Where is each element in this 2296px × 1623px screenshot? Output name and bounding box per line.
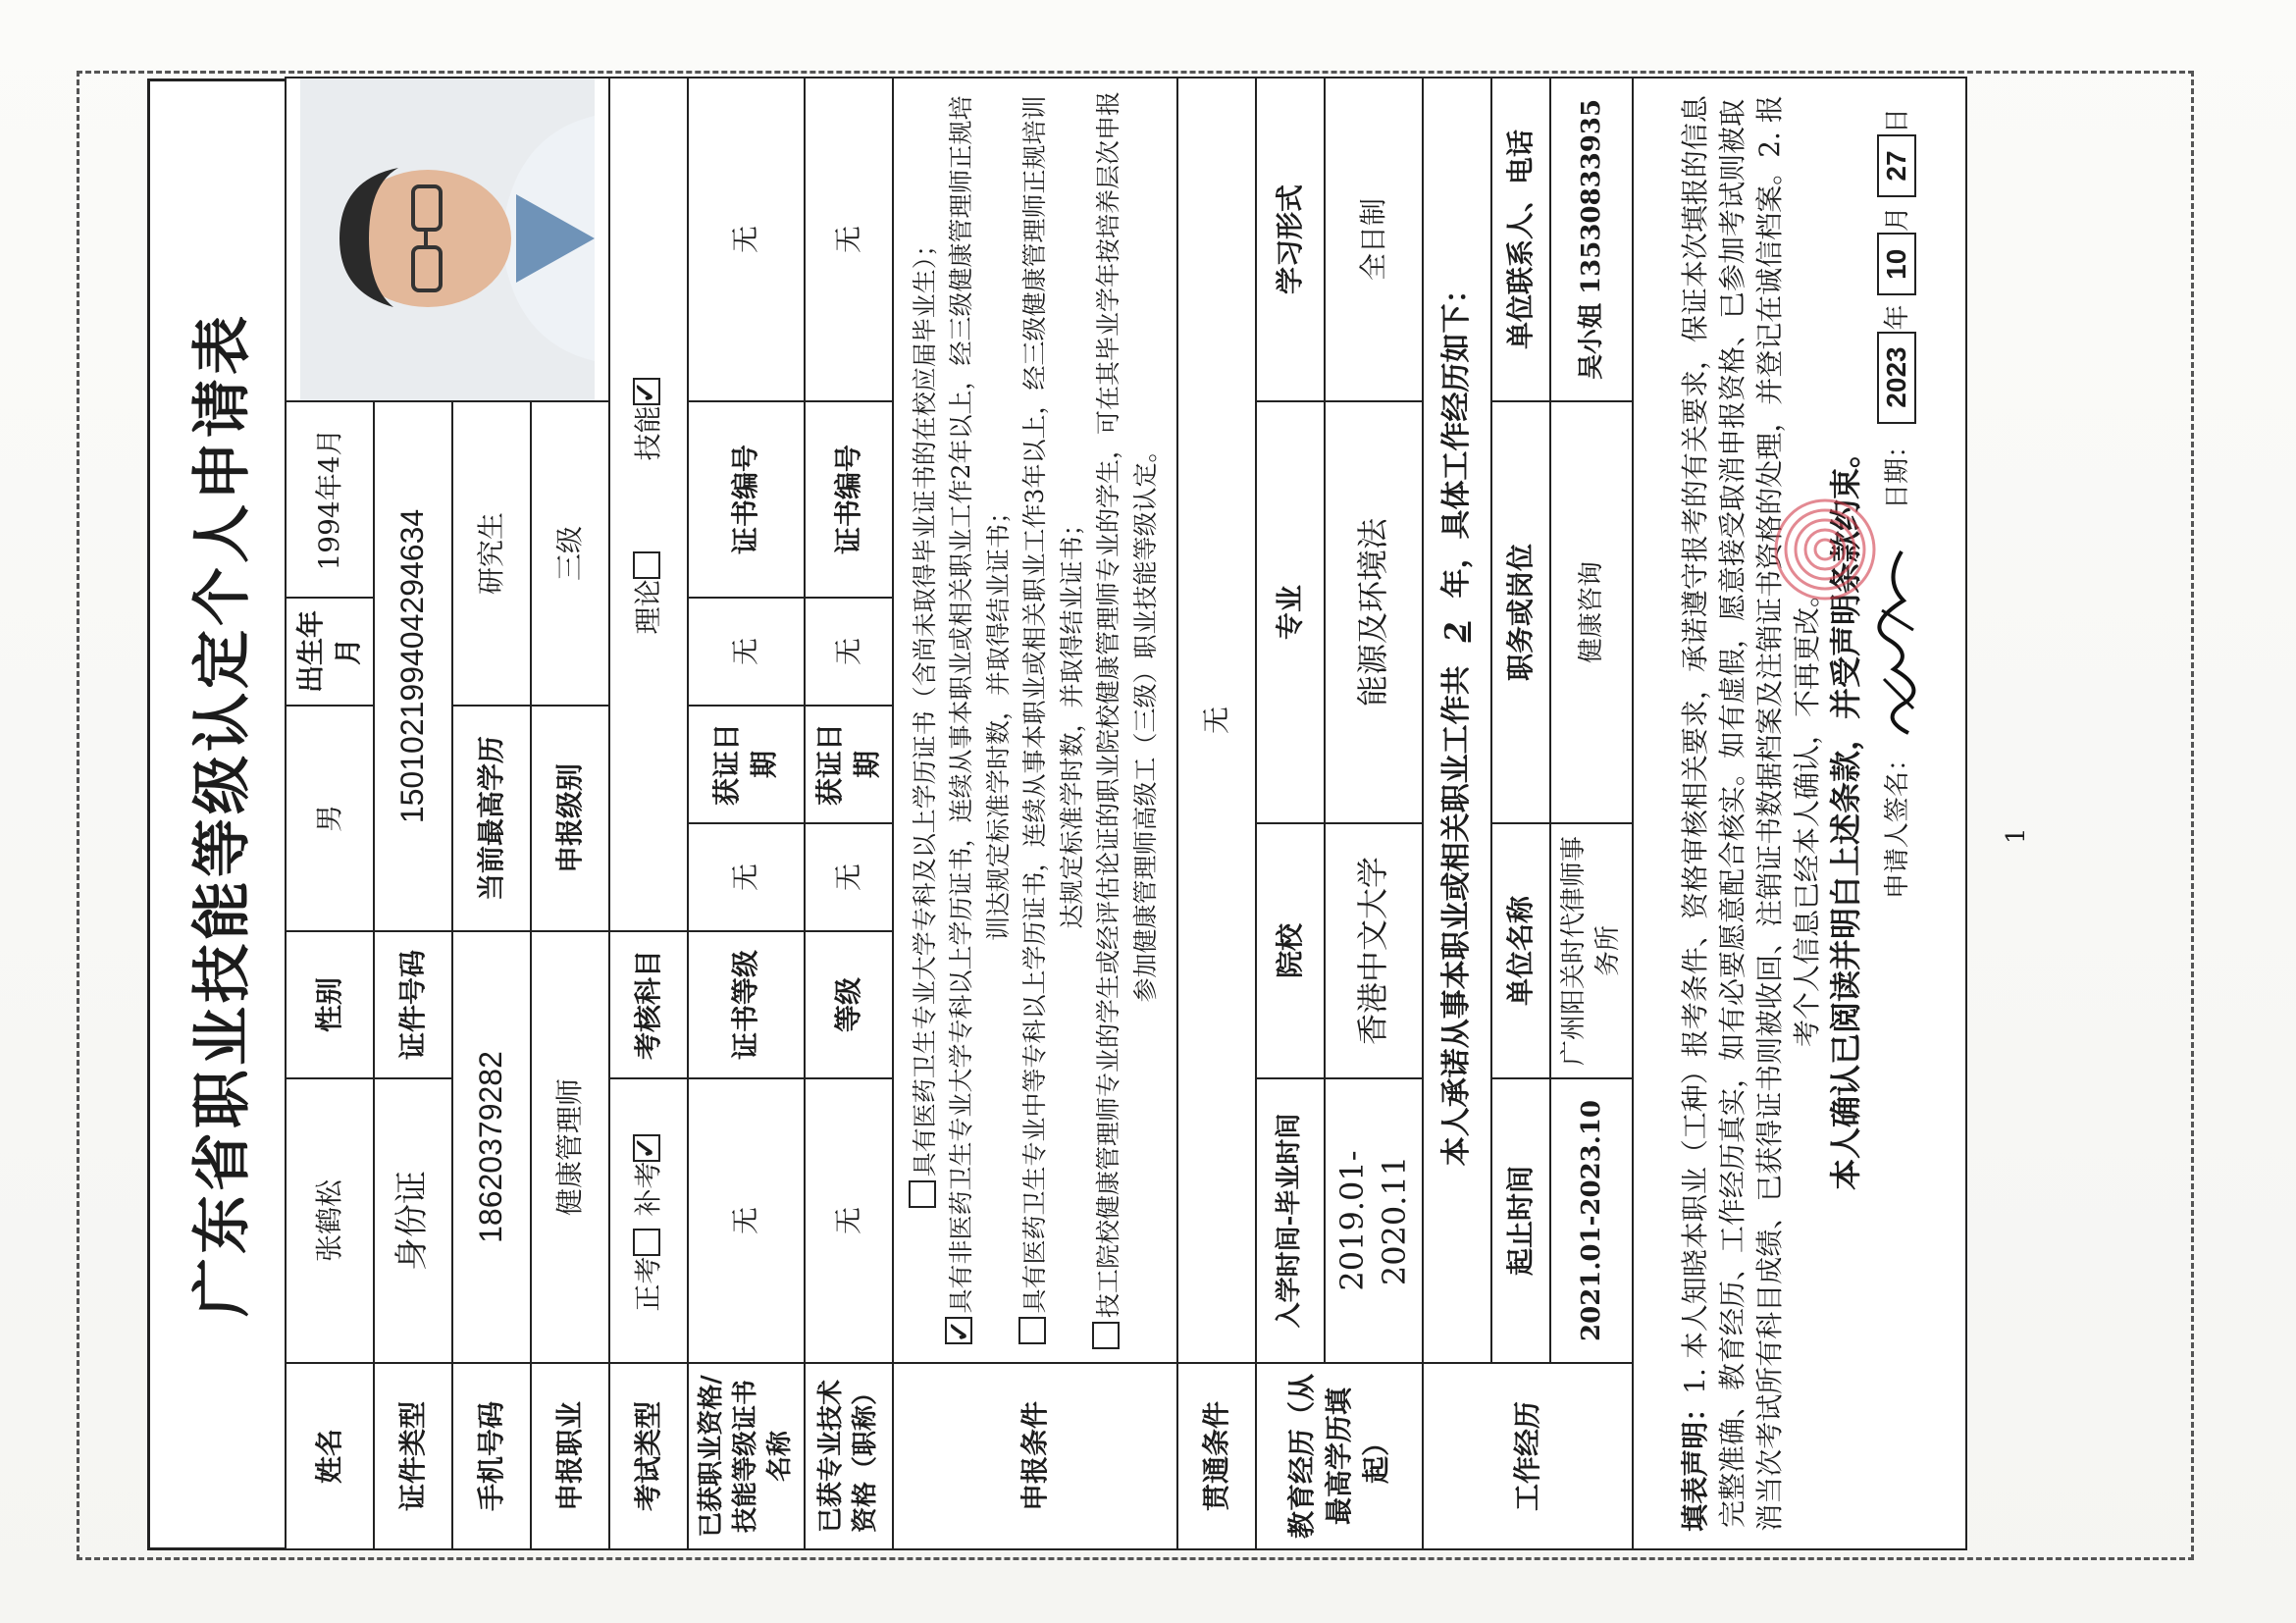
label-employer: 单位名称 — [1491, 823, 1550, 1078]
exam-new-checkbox[interactable] — [633, 1229, 660, 1256]
value-birth: 1994年4月 — [286, 401, 374, 598]
label-contact: 单位联系人、电话 — [1491, 78, 1550, 401]
label-name: 姓名 — [286, 1363, 374, 1549]
label-id-type: 证件类型 — [374, 1363, 452, 1549]
condition-2: ✓ 具有非医药卫生专业大学专科以上学历证书，连续从事本职业或相关职业工作2年以上，经三级健康管理师正规培训达规定标准学时数，并取得结业证书； — [943, 88, 1017, 1352]
exam-re-checkbox[interactable] — [633, 1134, 660, 1162]
condition-3: 具有医药卫生专业中等专科以上学历证书，连续从事本职业或相关职业工作3年以上，经三级健康管理师正规培训达规定标准学时数，并取得结业证书； — [1017, 88, 1090, 1352]
label-major: 专业 — [1256, 401, 1325, 823]
sign-label: 申请人签名： — [1882, 746, 1912, 900]
page-number: 1 — [2002, 827, 2031, 844]
date-label: 日期： — [1882, 432, 1912, 509]
label-position: 职务或岗位 — [1491, 401, 1550, 823]
value-id-type: 身份证 — [374, 1078, 452, 1363]
value-study-form: 全日制 — [1325, 78, 1423, 401]
value-gender: 男 — [286, 706, 374, 931]
label-cert-tech-date: 获证日期 — [805, 706, 893, 823]
label-id-no: 证件号码 — [374, 931, 452, 1078]
value-cert-job-no: 无 — [688, 78, 805, 401]
condition-1-checkbox[interactable] — [909, 1180, 936, 1208]
declaration-heading: 填表声明： — [1679, 1393, 1712, 1532]
label-cert-job-no: 证书编号 — [688, 401, 805, 598]
condition-1: 具有医药卫生专业大学专科及以上学历证书（含尚未取得毕业证书的在校应届毕业生）； — [907, 88, 944, 1352]
conditions-list — [893, 78, 1177, 1363]
subject-skill-checkbox[interactable] — [633, 378, 660, 405]
value-contact: 吴小姐 13530833935 — [1550, 78, 1633, 401]
value-school: 香港中文大学 — [1325, 823, 1423, 1078]
label-occupation: 申报职业 — [531, 1363, 609, 1549]
day-box: 27 — [1877, 134, 1916, 197]
value-bridge: 无 — [1177, 78, 1256, 1363]
value-cert-tech-date: 无 — [805, 598, 893, 706]
condition-4: 技工院校健康管理师专业的学生或经评估论证的职业院校健康管理师专业的学生，可在其毕业学年按培养层次申报参加健康管理师高级工（三级）职业技能等级认定。 — [1090, 88, 1164, 1352]
label-gender: 性别 — [286, 931, 374, 1078]
label-phone: 手机号码 — [452, 1363, 531, 1549]
exam-re-label: 补考 — [631, 1161, 664, 1217]
condition-4-checkbox[interactable] — [1092, 1322, 1120, 1349]
label-work-time: 起止时间 — [1491, 1078, 1550, 1363]
label-cert-job-date: 获证日期 — [688, 706, 805, 823]
value-level: 三级 — [531, 401, 609, 706]
subject-skill-label: 技能 — [631, 405, 664, 461]
value-employer: 广州阳关时代律师事务所 — [1550, 823, 1633, 1078]
label-study-form: 学习形式 — [1256, 78, 1325, 401]
label-education: 教育经历（从最高学历填起） — [1256, 1363, 1423, 1549]
declaration-confirm: 本人确认已阅读并明白上述条款，并受声明条款约束。 — [1827, 436, 1865, 1190]
value-edu-time: 2019.01-2020.11 — [1325, 1078, 1423, 1363]
label-edu-level: 当前最高学历 — [452, 706, 531, 931]
label-exam-type: 考试类型 — [609, 1363, 688, 1549]
declaration-body: 1. 本人知晓本职业（工种）报考条件、资格审核相关要求，承诺遵守报考的有关要求，保证本次填报的信息完整准确、教育经历、工作经历真实，如有必要愿意配合核实。如有虚假，愿意接受取消申报资格、已参加考试则被取消当次考试所有科目成绩、已获得证书则被收回、注销证书数据档案及注销证书资格的处理，并登记在诚信档案。2. 报考个人信息已经本人确认，不再更改。 — [1679, 95, 1823, 1532]
exam-type-options — [609, 1078, 688, 1363]
label-work: 工作经历 — [1423, 1363, 1633, 1549]
photo-cell — [286, 78, 609, 401]
subject-theory-label: 理论 — [631, 579, 664, 635]
value-cert-tech-grade: 无 — [805, 823, 893, 931]
subject-options — [609, 78, 688, 931]
value-cert-tech: 无 — [805, 1078, 893, 1363]
applicant-photo — [300, 79, 595, 400]
label-cert-job-grade: 证书等级 — [688, 931, 805, 1078]
label-cert-tech: 已获专业技术资格（职称） — [805, 1363, 893, 1549]
value-occupation: 健康管理师 — [531, 931, 609, 1363]
value-work-time: 2021.01-2023.10 — [1550, 1078, 1633, 1363]
year-box: 2023 — [1877, 332, 1916, 424]
label-cert-tech-grade: 等级 — [805, 931, 893, 1078]
label-level: 申报级别 — [531, 706, 609, 931]
label-edu-time: 入学时间-毕业时间 — [1256, 1078, 1325, 1363]
value-cert-job-date: 无 — [688, 598, 805, 706]
value-edu-level: 研究生 — [452, 401, 531, 706]
fingerprint-icon — [1766, 491, 1884, 608]
label-birth: 出生年月 — [286, 598, 374, 706]
value-name: 张鹤松 — [286, 1078, 374, 1363]
value-major: 能源及环境法 — [1325, 401, 1423, 823]
declaration-cell — [1633, 78, 1966, 1549]
rotated-form — [147, 79, 2119, 1550]
label-bridge: 贯通条件 — [1177, 1363, 1256, 1549]
label-cert-job: 已获职业资格/技能等级证书名称 — [688, 1363, 805, 1549]
form-title: 广东省职业技能等级认定个人申请表 — [147, 79, 285, 1550]
condition-3-checkbox[interactable] — [1018, 1317, 1046, 1344]
label-conditions: 申报条件 — [893, 1363, 1177, 1549]
month-box: 10 — [1877, 233, 1916, 295]
condition-2-checkbox[interactable] — [945, 1317, 972, 1344]
value-position: 健康咨询 — [1550, 401, 1633, 823]
work-intro: 本人承诺从事本职业或相关职业工作共2年，具体工作经历如下： — [1423, 78, 1491, 1363]
work-years: 2 — [1439, 621, 1474, 643]
signature-row: 申请人签名： 日期： 2023年 10月 27日 — [1874, 88, 1923, 1539]
label-subjects: 考核科目 — [609, 931, 688, 1078]
portrait-image — [300, 79, 595, 400]
value-cert-job-grade: 无 — [688, 823, 805, 931]
label-cert-tech-no: 证书编号 — [805, 401, 893, 598]
application-table — [285, 77, 1967, 1550]
value-phone: 18620379282 — [452, 931, 531, 1363]
value-id-no: 150102199404294634 — [374, 401, 452, 931]
value-cert-job: 无 — [688, 1078, 805, 1363]
value-cert-tech-no: 无 — [805, 78, 893, 401]
subject-theory-checkbox[interactable] — [633, 551, 660, 579]
label-school: 院校 — [1256, 823, 1325, 1078]
exam-new-label: 正考 — [631, 1256, 664, 1312]
